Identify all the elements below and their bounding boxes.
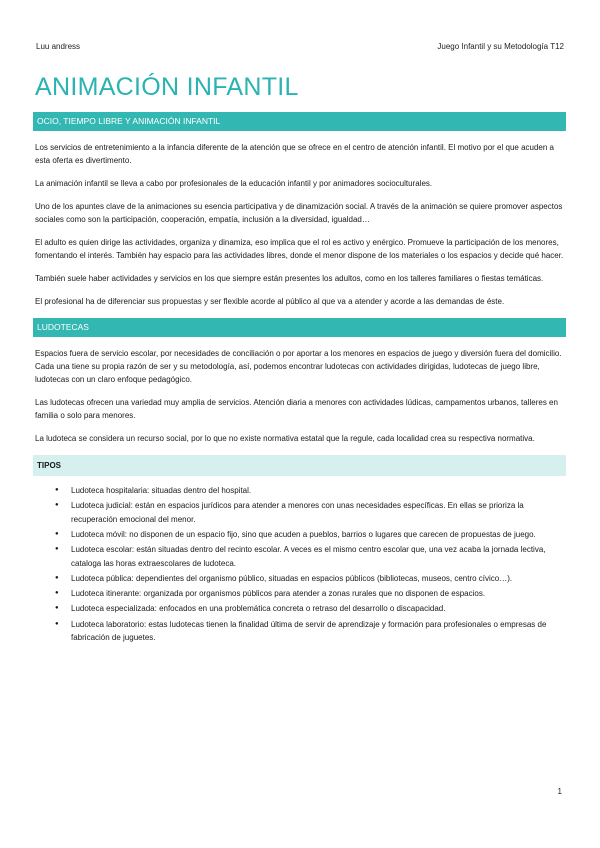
subsection-heading-tipos: TIPOS (33, 455, 566, 476)
header-author: Luu andress (36, 42, 81, 51)
paragraph: Los servicios de entretenimiento a la infancia diferente de la atención que se ofrece en el centro de atención infantil. El motivo por el que acuden a esta oferta es divertimento. (35, 143, 554, 165)
paragraph: La ludoteca se considera un recurso social, por lo que no existe normativa estatal que la regule, cada localidad crea su respectiva normativa. (35, 434, 535, 443)
paragraph: Espacios fuera de servicio escolar, por necesidades de conciliación o por aportar a los menores en espacios de juego y diversión fuera del domicilio. Cada una tiene su propia razón de ser y su metodología, así, podemos encontrar ludotecas con actividades dirigidas, ludotecas de juego libre, ludotecas con un claro enfoque pedagógico. (35, 349, 562, 384)
paragraph: El profesional ha de diferenciar sus propuestas y ser flexible acorde al público al que va a atender y acorde a las demandas de éste. (35, 297, 505, 306)
section-heading-ludotecas: LUDOTECAS (33, 318, 566, 337)
list-item: ● Ludoteca itinerante: organizada por organismos públicos para atender a zonas rurales que no disponen de espacios. (71, 587, 564, 601)
header-subject: Juego Infantil y su Metodología T12 (437, 42, 564, 51)
paragraph: Uno de los apuntes clave de la animaciones su esencia participativa y de dinamización social. A través de la animación se quiere promover aspectos sociales como son la participación, cooperación, empatía, inclusión a la diversidad, igualdad… (35, 202, 563, 224)
paragraph: Las ludotecas ofrecen una variedad muy amplia de servicios. Atención diaria a menores con actividades lúdicas, campamentos urbanos, talleres en familia o solo para menores. (35, 398, 558, 420)
tipos-list (33, 484, 566, 645)
list-item: ● Ludoteca escolar: están situadas dentro del recinto escolar. A veces es el mismo centro escolar que, una vez acaba la jornada lectiva, cataloga las horas extraescolares de ludoteca. (71, 543, 564, 570)
list-item: ● Ludoteca especializada: enfocados en una problemática concreta o retraso del desarrollo o discapacidad. (71, 602, 564, 616)
list-item: ● Ludoteca hospitalaria: situadas dentro del hospital. (71, 484, 564, 498)
list-item: ● Ludoteca móvil: no disponen de un espacio fijo, sino que acuden a pueblos, barrios o lugares que carecen de propuestas de juego. (71, 528, 564, 542)
list-item: ● Ludoteca laboratorio: estas ludotecas tienen la finalidad última de servir de aprendizaje y formación para profesionales o empresas de fabricación de juguetes. (71, 618, 564, 645)
paragraph: El adulto es quien dirige las actividades, organiza y dinamiza, eso implica que el rol es activo y enérgico. Promueve la participación de los menores, fomentando el interés. También hay espacio para las actividades libres, donde el menor dispone de los materiales o los espacios y decide qué hacer. (35, 238, 564, 260)
paragraph: La animación infantil se lleva a cabo por profesionales de la educación infantil y por animadores socioculturales. (35, 179, 433, 188)
document-title: ANIMACIÓN INFANTIL (35, 73, 299, 101)
document-body (33, 112, 566, 646)
list-item: ● Ludoteca judicial: están en espacios jurídicos para atender a menores con unas necesidades específicas. En ellas se prioriza la recuperación emocional del menor. (71, 499, 564, 526)
list-item: ● Ludoteca pública: dependientes del organismo público, situadas en espacios públicos (bibliotecas, museos, centro cívico…). (71, 572, 564, 586)
page-number: 1 (557, 787, 562, 796)
paragraph: También suele haber actividades y servicios en los que siempre están presentes los adultos, como en los talleres familiares o fiestas temáticas. (35, 274, 544, 283)
section-heading-ocio: OCIO, TIEMPO LIBRE Y ANIMACIÓN INFANTIL (33, 112, 566, 131)
